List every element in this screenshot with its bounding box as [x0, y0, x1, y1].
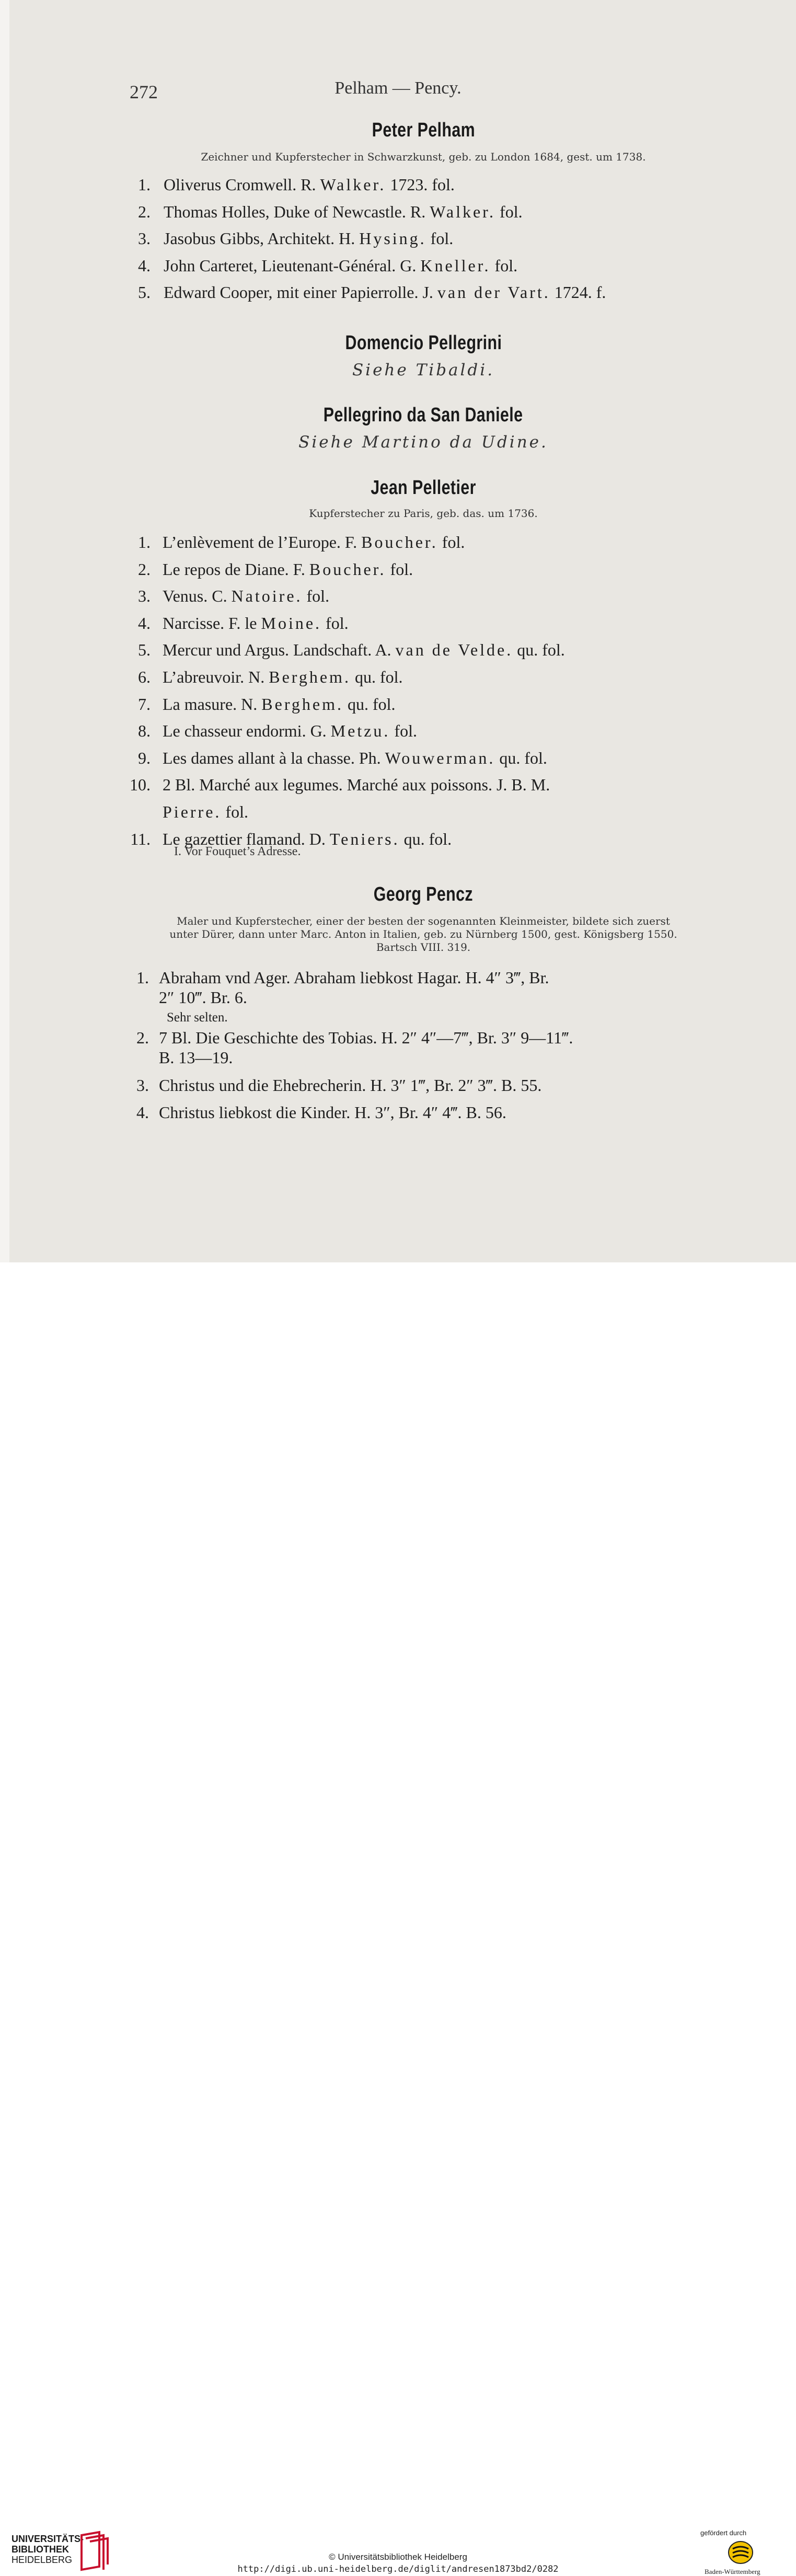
entry-text [163, 749, 547, 768]
entry-title: Mercur und Argus. Landschaft. A. [163, 640, 391, 660]
entry-number: 1. [136, 968, 149, 987]
entry-text [164, 202, 523, 222]
section-heading-san-daniele: Pellegrino da San Daniele [324, 404, 523, 426]
entry-title: 2 Bl. Marché aux legumes. Marché aux poissons. J. B. M. [163, 775, 550, 795]
entry-number: 2. [136, 1028, 149, 1047]
entry-number: 2. [138, 202, 151, 221]
entry-title: Edward Cooper, mit einer Papierrolle. J. [164, 283, 433, 302]
entry-title: Le chasseur endormi. G. [163, 721, 327, 741]
state-note: I. Vor Fouquet’s Adresse. [174, 845, 301, 858]
entry-artist: van de Velde. [395, 640, 513, 660]
entry-text [159, 1103, 506, 1122]
entry-number: 4. [136, 1103, 149, 1122]
entry-number: 1. [138, 533, 151, 551]
entry-title: Venus. C. [163, 586, 227, 606]
entry-title: Thomas Holles, Duke of Newcastle. R. [164, 202, 426, 221]
entry-artist: Boucher. [309, 559, 386, 579]
entry-title: 7 Bl. Die Geschichte des Tobias. H. 2″ 4″—7‴, Br. 3″ 9—11‴. [159, 1028, 573, 1047]
entry-format: fol. [394, 721, 417, 741]
entry-text [164, 175, 455, 194]
subtitle-line: Maler und Kupferstecher, einer der besten der sogenannten Kleinmeister, bildete sich zuerst [177, 915, 670, 927]
entry-title: Abraham vnd Ager. Abraham liebkost Hagar. H. 4″ 3‴, Br. [159, 968, 549, 987]
logo-line: BIBLIOTHEK [11, 2544, 69, 2555]
entry-artist: Berghem. [261, 694, 343, 714]
copyright-notice: © Universitätsbibliothek Heidelberg [329, 2552, 467, 2562]
entry-artist: van der Vart. [437, 283, 550, 302]
logo-line: UNIVERSITÄTS- [11, 2534, 84, 2544]
entry-format: fol. [442, 533, 465, 551]
entry-text [164, 283, 606, 302]
entry-text [164, 229, 453, 248]
entry-number: 4. [138, 256, 151, 275]
scanned-page [0, 0, 796, 1262]
coat-of-arms-icon [728, 2540, 754, 2564]
entry-format: qu. fol. [517, 640, 565, 660]
entry-format: 1723. fol. [390, 175, 455, 194]
entry-artist: Moine. [261, 613, 322, 632]
section-heading-pencz: Georg Pencz [373, 883, 474, 905]
entry-title: Narcisse. F. le [163, 613, 257, 632]
running-head: Pelham — Pency. [334, 78, 462, 98]
entry-title: John Carteret, Lieutenant-Général. G. [164, 256, 417, 275]
entry-text [163, 721, 417, 741]
entry-artist: Wouwerman. [385, 748, 495, 767]
entry-text [167, 1010, 228, 1025]
entry-text [163, 560, 413, 579]
entry-title: L’abreuvoir. N. [163, 668, 265, 686]
entry-format: fol. [500, 202, 523, 221]
entry-title: 2″ 10‴. Br. 6. [159, 988, 247, 1007]
entry-text [163, 668, 402, 687]
entry-text [163, 802, 248, 822]
entry-text [159, 1076, 541, 1095]
entry-artist: Kneller. [420, 256, 491, 275]
see-reference-pellegrini: Siehe Tibaldi. [352, 361, 495, 380]
section-heading-pelletier: Jean Pelletier [371, 477, 476, 499]
subtitle-line: unter Dürer, dann unter Marc. Anton in Italien, geb. zu Nürnberg 1500, gest. Königsberg 1550. [169, 928, 677, 940]
sponsor-name: Baden-Württemberg [705, 2568, 760, 2575]
entry-format: 1724. f. [554, 283, 606, 302]
section-subtitle-pencz [105, 915, 742, 954]
entry-artist: Berghem. [269, 668, 351, 686]
entry-format: fol. [390, 559, 413, 579]
entry-title: Jasobus Gibbs, Architekt. H. [164, 229, 355, 248]
entry-number: 3. [136, 1076, 149, 1095]
entry-artist: Natoire. [231, 586, 303, 606]
entry-title: Christus und die Ehebrecherin. H. 3″ 1‴, Br. 2″ 3‴. B. 55. [159, 1076, 542, 1095]
entry-number: 3. [138, 586, 151, 606]
entry-number: 6. [138, 668, 151, 686]
entry-number: 2. [138, 559, 151, 579]
entry-number: 1. [138, 175, 151, 194]
entry-number: 5. [138, 640, 151, 660]
entry-format: fol. [306, 586, 330, 606]
entry-artist: Pierre. [163, 802, 222, 821]
entry-text [163, 533, 465, 552]
entry-text [159, 1028, 573, 1048]
entry-title: L’enlèvement de l’Europe. F. [163, 533, 357, 551]
entry-title: Sehr selten. [167, 1010, 228, 1025]
entry-format: qu. fol. [347, 694, 396, 714]
subtitle-line: Bartsch VIII. 319. [376, 941, 471, 953]
entry-title: Les dames allant à la chasse. Ph. [163, 748, 381, 767]
entry-format: qu. fol. [354, 668, 403, 686]
page-number: 272 [130, 82, 158, 102]
entry-number: 8. [138, 721, 151, 741]
entry-text [159, 968, 549, 987]
entry-artist: Walker. [430, 202, 496, 221]
entry-title: La masure. N. [163, 694, 258, 714]
entry-artist: Metzu. [330, 721, 390, 741]
section-subtitle-pelletier: Kupferstecher zu Paris, geb. das. um 1736. [309, 507, 538, 520]
entry-title: Le repos de Diane. F. [163, 559, 305, 579]
entry-text [163, 614, 349, 633]
section-heading-pellegrini: Domencio Pellegrini [345, 332, 502, 354]
entry-number: 4. [138, 613, 151, 632]
entry-format: fol. [430, 229, 454, 248]
section-heading-pelham: Peter Pelham [372, 119, 475, 141]
entry-title: Oliverus Cromwell. R. [164, 175, 316, 194]
entry-format: fol. [225, 802, 248, 821]
entry-text [159, 988, 247, 1007]
entry-format: fol. [326, 613, 349, 632]
entry-text [163, 586, 329, 606]
entry-number: 3. [138, 229, 151, 248]
entry-artist: Walker. [320, 175, 386, 194]
permalink-url[interactable]: http://digi.ub.uni-heidelberg.de/diglit/andresen1873bd2/0282 [237, 2564, 559, 2574]
page-edge [0, 0, 9, 1262]
entry-artist: Hysing. [359, 229, 426, 248]
entry-title: B. 13—19. [159, 1048, 233, 1067]
entry-text [164, 256, 517, 275]
logo-line: HEIDELBERG [11, 2555, 73, 2565]
entry-text [159, 1048, 233, 1067]
entry-number: 7. [138, 694, 151, 714]
see-reference-san-daniele: Siehe Martino da Udine. [298, 433, 548, 452]
entry-number: 11. [130, 829, 151, 848]
entry-number: 9. [138, 748, 151, 767]
entry-text [163, 695, 396, 714]
entry-title: Christus liebkost die Kinder. H. 3″, Br. 4″ 4‴. B. 56. [159, 1103, 506, 1122]
entry-artist: Teniers. [329, 829, 400, 848]
sponsor-label: gefördert durch [700, 2529, 747, 2537]
entry-format: qu. fol. [403, 829, 452, 848]
entry-text [163, 775, 550, 795]
entry-text [163, 640, 565, 660]
entry-title: Le gazettier flamand. D. [163, 829, 326, 848]
entry-format: qu. fol. [499, 748, 547, 767]
footer [0, 1262, 796, 2575]
entry-number: 5. [138, 283, 151, 302]
entry-format: fol. [494, 256, 518, 275]
entry-artist: Boucher. [361, 533, 438, 551]
entry-number: 10. [130, 775, 151, 795]
section-subtitle-pelham: Zeichner und Kupferstecher in Schwarzkunst, geb. zu London 1684, gest. um 1738. [201, 151, 646, 163]
